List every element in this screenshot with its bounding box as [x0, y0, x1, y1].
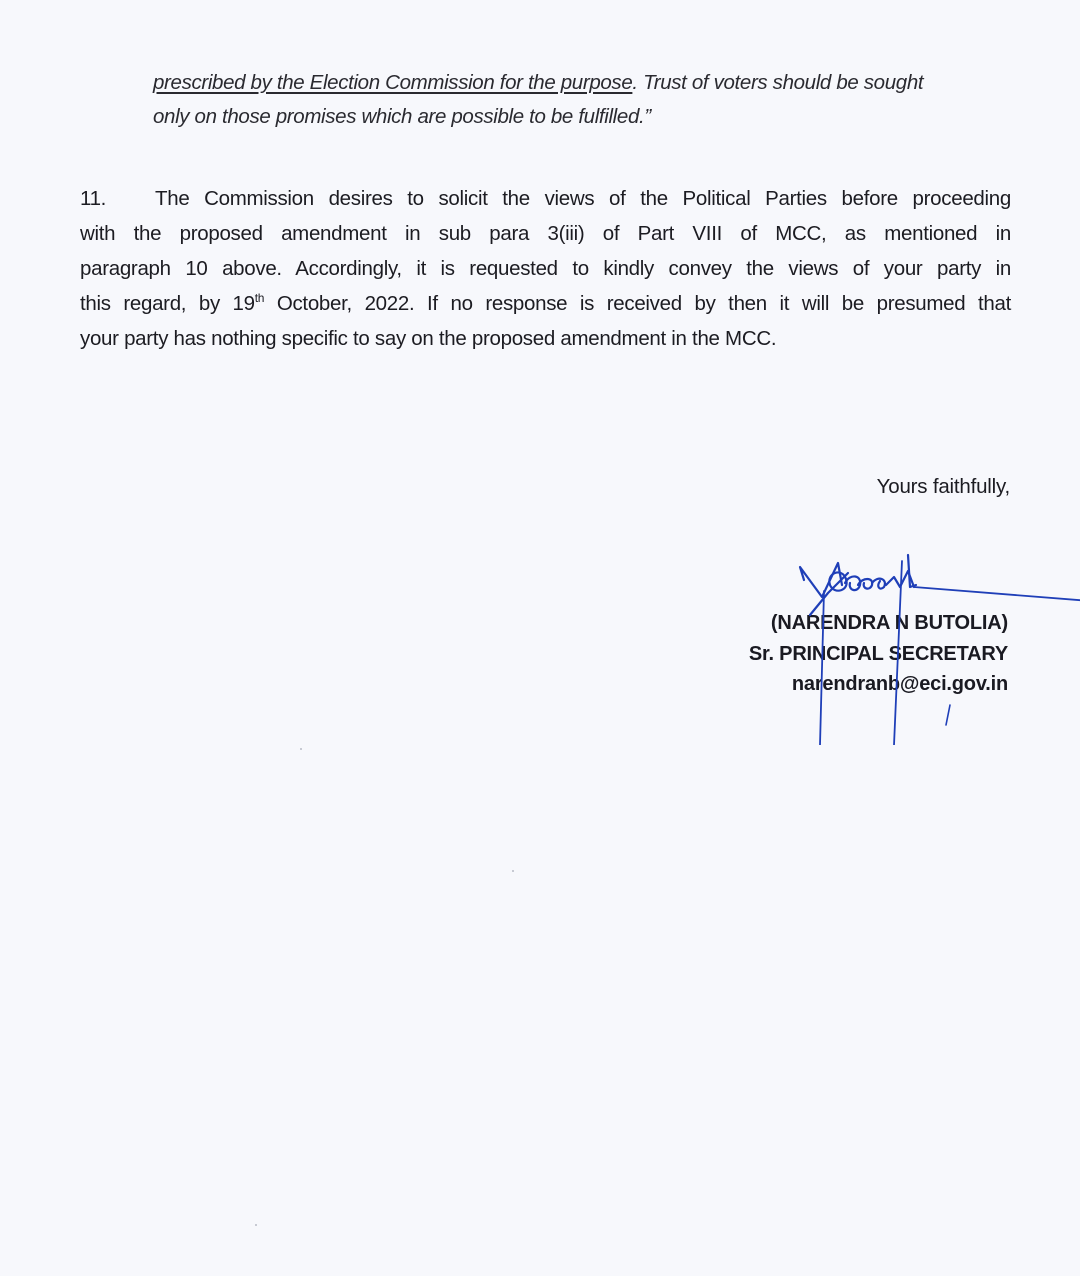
ordinal-suffix: th: [254, 291, 265, 305]
paragraph-number: 11.: [80, 187, 107, 210]
paragraph-line-5: your party has nothing specific to say on the proposed amendment in the MCC.: [80, 327, 777, 350]
scan-speck: [255, 1224, 257, 1226]
quote-line-1: [153, 66, 1011, 100]
signatory-designation: Sr. PRINCIPAL SECRETARY: [748, 642, 1008, 665]
paragraph-line-3: paragraph 10 above. Accordingly, it is requested to kindly convey the views of your party in: [80, 257, 1011, 280]
paragraph-line-4-start: this regard, by 19: [80, 292, 255, 315]
quote-underlined-text: prescribed by the Election Commission for the purpose: [153, 71, 633, 94]
signatory-block: [749, 608, 1008, 700]
signatory-name: (NARENDRA N BUTOLIA): [770, 612, 1008, 634]
paragraph-line-1: [80, 181, 1011, 216]
quote-line-2: only on those promises which are possible to be fulfilled.”: [153, 105, 651, 128]
paragraph-line-2: with the proposed amendment in sub para 3(iii) of Part VIII of MCC, as mentioned in: [80, 222, 1011, 245]
closing-salutation: Yours faithfully,: [876, 475, 1010, 498]
scan-speck: [512, 870, 514, 872]
paragraph-line-1-text: The Commission desires to solicit the views of the Political Parties before proceeding: [155, 187, 1011, 210]
quote-line-1-rest: . Trust of voters should be sought: [632, 71, 924, 94]
paragraph-11: [80, 181, 1011, 356]
paragraph-line-4-end: October, 2022. If no response is received by then it will be presumed that: [264, 292, 1012, 315]
signatory-email: narendranb@eci.gov.in: [791, 673, 1008, 695]
quoted-guideline-text: [153, 66, 1011, 134]
paragraph-line-4: [80, 286, 1011, 321]
scan-speck: [300, 748, 302, 750]
